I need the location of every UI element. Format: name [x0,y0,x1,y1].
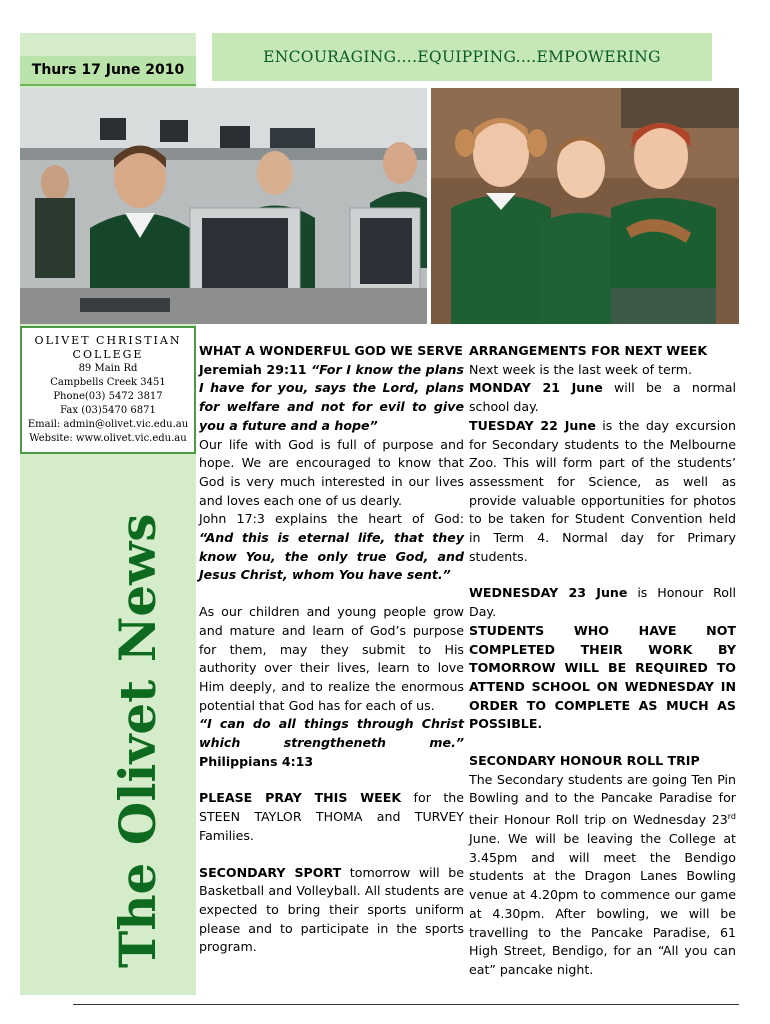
philippians-verse: “I can do all things through Christ which strengtheneth me.” [199,716,464,751]
college-address2: Campbells Creek 3451 [50,377,166,388]
verse-paragraph [199,361,464,436]
wednesday-label: WEDNESDAY 23 June [469,585,628,601]
spacer [199,846,464,864]
college-website: Website: www.olivet.vic.edu.au [29,433,187,444]
column-left [199,342,464,957]
column-right [469,342,736,980]
paragraph-purpose: Our life with God is full of purpose and hope. We are encouraged to know that God is very much interested in our lives and loves each one of us dearly. [199,436,464,508]
college-name-line1: OLIVET CHRISTIAN [34,334,182,347]
sport-text: tomorrow will be Basketball and Volleyball. All students are expected to bring their sports uniform please and to participate in the sports program. [199,864,464,955]
article-heading-trip: SECONDARY HONOUR ROLL TRIP [469,753,700,769]
motto-banner: ENCOURAGING….EQUIPPING....EMPOWERING [212,33,715,81]
incomplete-work-notice: STUDENTS WHO HAVE NOT COMPLETED THEIR WORK BY TOMORROW WILL BE REQUIRED TO ATTEND SCHOOL ON WEDNESDAY IN ORDER TO COMPLETE AS MUCH AS POSSIBLE. [469,622,736,732]
college-phone: Phone(03) 5472 3817 [53,391,163,402]
college-fax: Fax (03)5470 6871 [60,405,156,416]
paragraph-philippians [199,715,464,771]
sport-label: SECONDARY SPORT [199,864,342,880]
tuesday-label: TUESDAY 22 June [469,417,596,433]
issue-date: Thurs 17 June 2010 [20,56,196,86]
philippians-ref: Philippians 4:13 [199,753,314,769]
tuesday-text: is the day excursion for Secondary students to the Melbourne Zoo. This will form part of the students’ assessment for Science, as well as provide valuable opportunities for photos to be taken for Student Convention held in Term 4. Normal day for Primary students. [469,417,736,564]
bottom-rule [73,1004,739,1005]
college-address1: 89 Main Rd [78,363,138,374]
paragraph-john [199,510,464,585]
trip-paragraph [469,771,736,980]
paragraph-pray [199,789,464,845]
arrangements-intro: Next week is the last week of term. [469,361,693,377]
verse-text: “For I know the plans I have for you, says the Lord, plans for welfare and not for evil to give you a future and a hope” [199,361,464,433]
classroom-photo [20,88,427,324]
spacer [199,771,464,789]
trip-superscript: rd [727,812,736,822]
john-verse: “And this is eternal life, that they know You, the only true God, and Jesus Christ, whom You have sent.” [199,530,464,583]
spacer [199,585,464,603]
tuesday-paragraph [469,417,736,567]
spacer [469,734,736,752]
college-name-line2: COLLEGE [72,348,144,361]
students-photo [431,88,739,324]
pray-label: PLEASE PRAY THIS WEEK [199,790,402,806]
wednesday-paragraph [469,584,736,621]
trip-text-2: June. We will be leaving the College at 3.45pm and will meet the Bendigo students at the Dragon Lanes Bowling venue at 4.20pm to commence our game at 4.30pm. After bowling, we will be travelling to the Pancake Paradise, 61 High Street, Bendigo, for an “All you can eat” pancake night. [469,831,736,977]
newsletter-masthead: The Olivet News [108,513,167,968]
monday-text: will be a normal school day. [469,380,736,415]
spacer [469,566,736,584]
monday-paragraph [469,379,736,416]
trip-text-1: The Secondary students are going Ten Pin Bowling and to the Pancake Paradise for their Honour Roll trip on Wednesday 23 [469,771,736,828]
john-intro: John 17:3 explains the heart of God: [199,511,464,527]
verse-reference: Jeremiah 29:11 [199,361,312,377]
article-heading-god: WHAT A WONDERFUL GOD WE SERVE [199,343,463,358]
paragraph-grow: As our children and young people grow and mature and learn of God’s purpose for them, may they submit to His authority over their lives, learn to love Him deeply, and to realize the enormous potential that God has for each of us. [199,604,464,713]
wednesday-text: is Honour Roll Day. [469,585,737,620]
college-contact-box [20,326,196,454]
monday-label: MONDAY 21 June [469,380,603,396]
paragraph-sport [199,864,464,958]
pray-text: for the STEEN TAYLOR THOMA and TURVEY Families. [199,790,464,843]
college-email: Email: admin@olivet.vic.edu.au [27,419,189,430]
article-heading-arrangements: ARRANGEMENTS FOR NEXT WEEK [469,343,708,358]
